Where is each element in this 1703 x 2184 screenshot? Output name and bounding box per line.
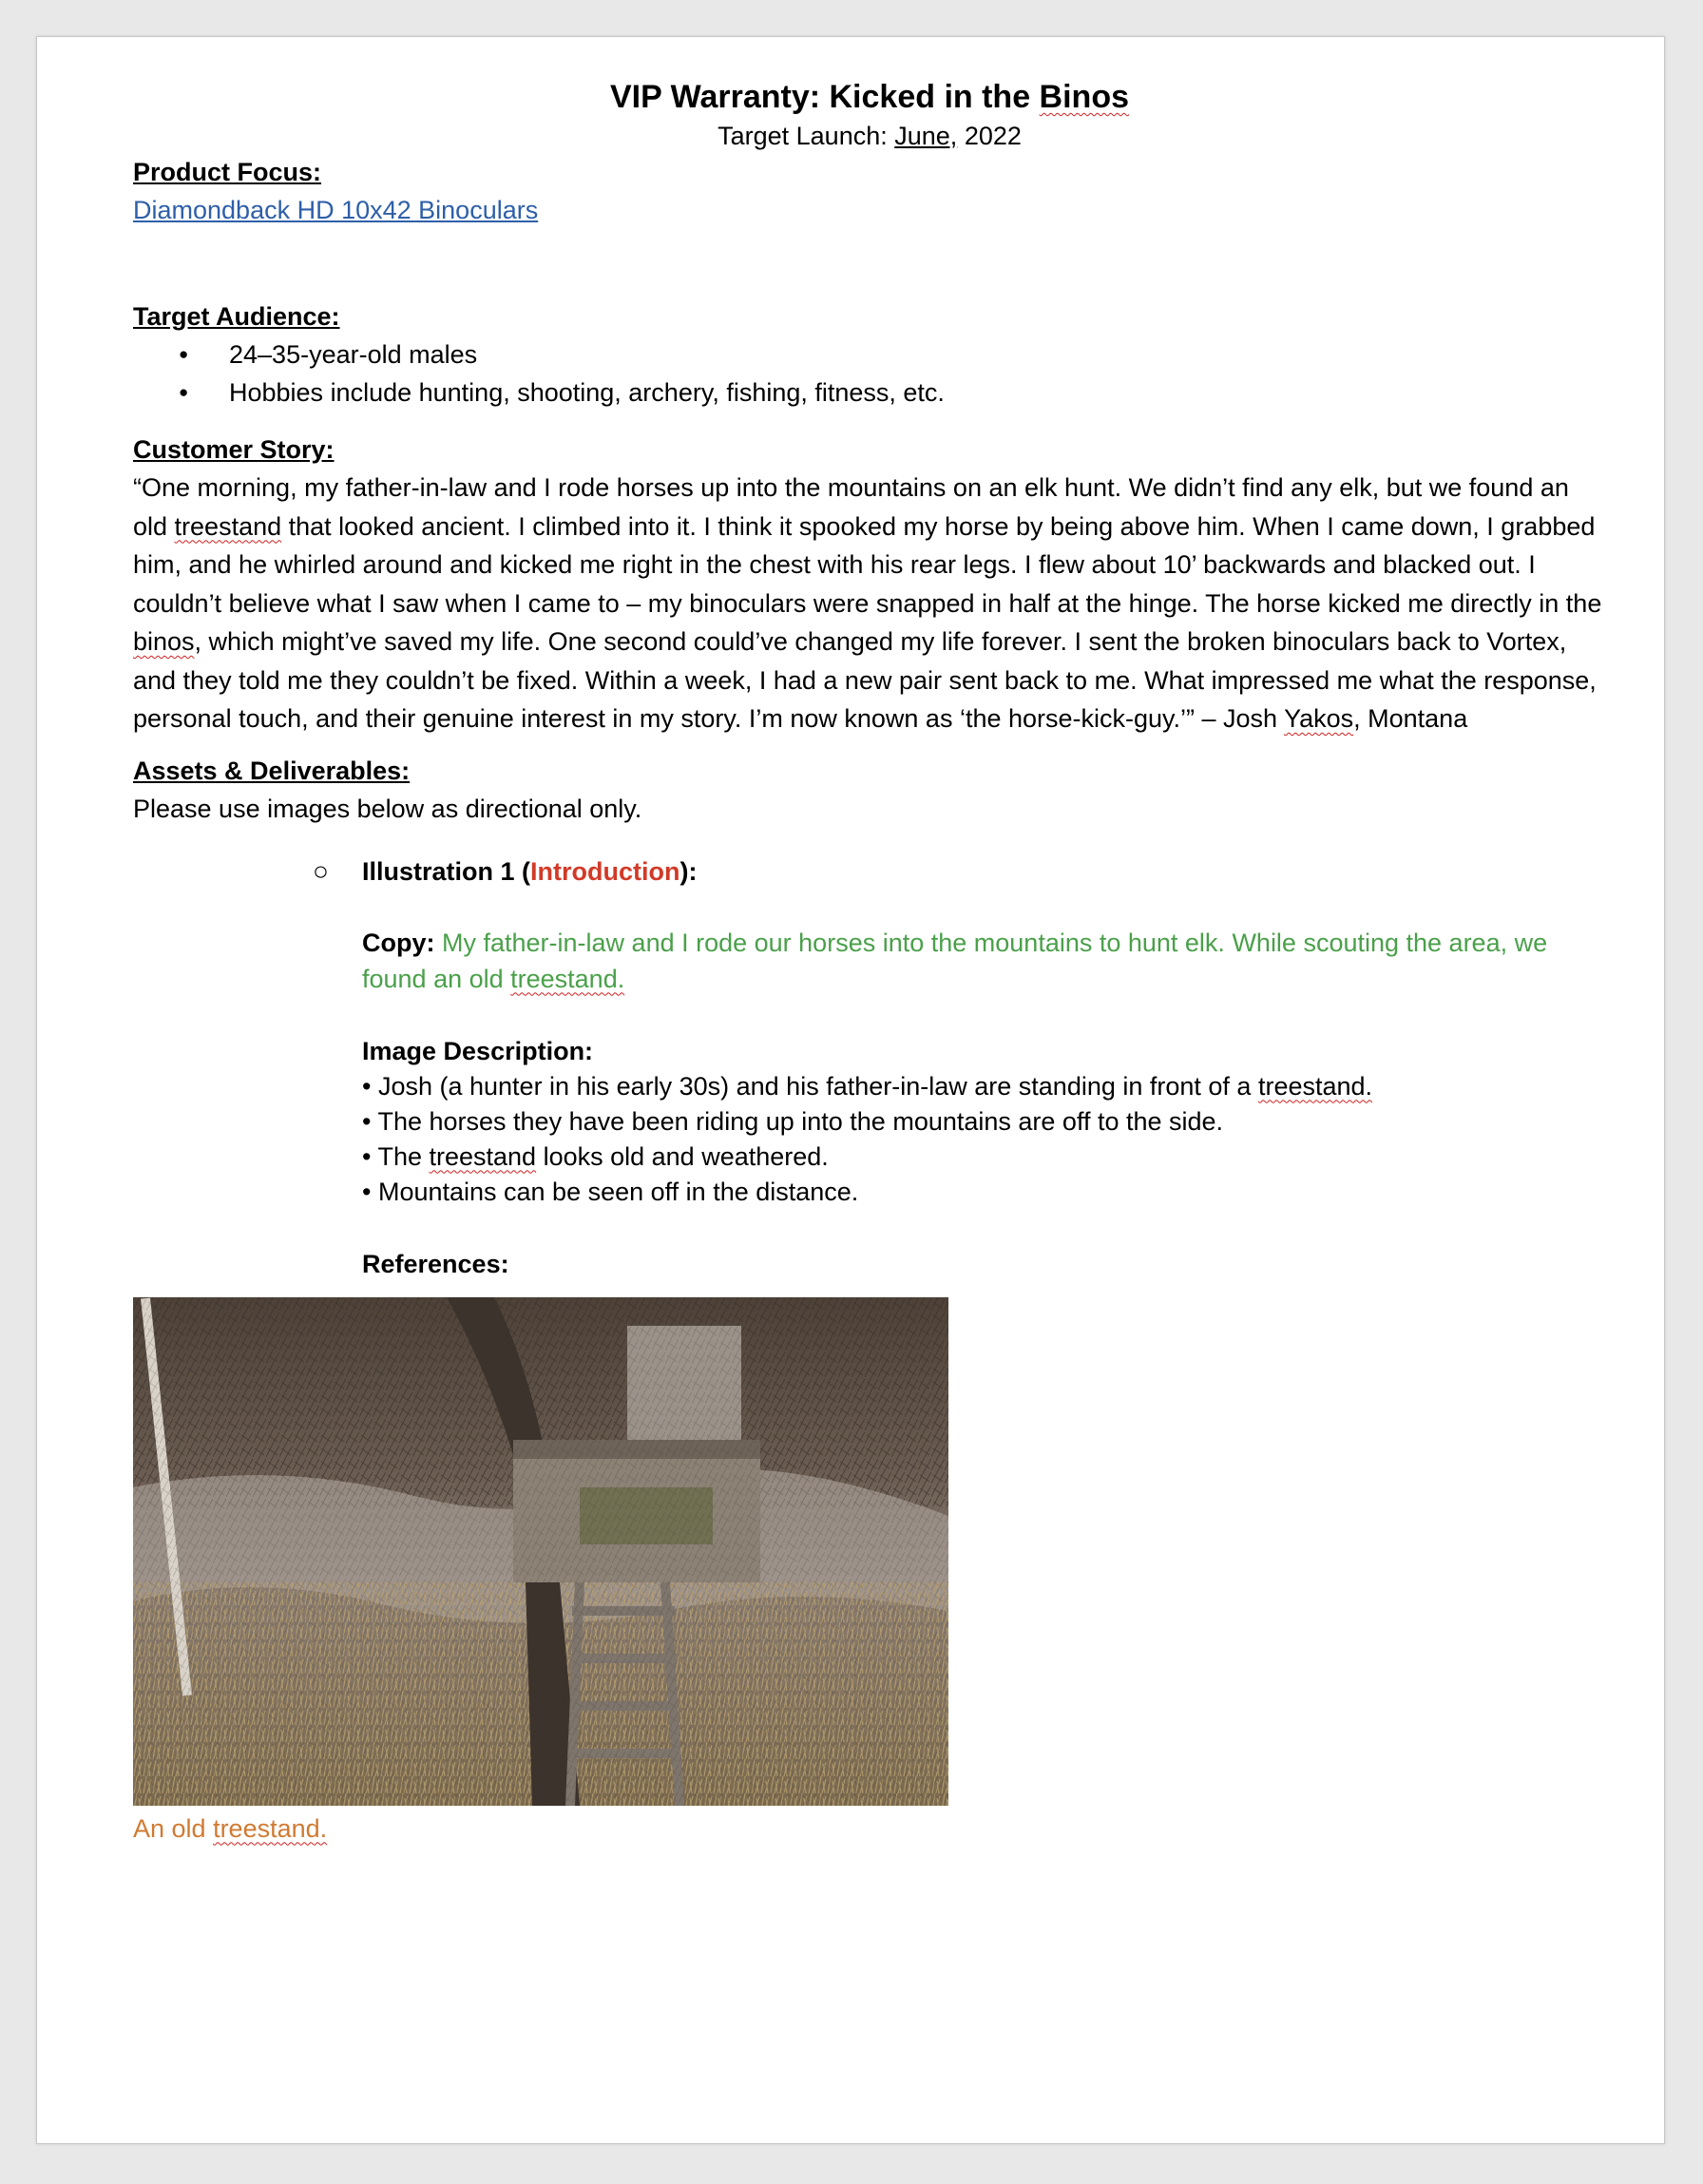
launch-year: 2022 (957, 122, 1022, 150)
list-item: ● 24–35-year-old males (133, 335, 1606, 374)
story-text: that looked ancient. I climbed into it. I think it spooked my horse by being above him. When I came down, I grabbed him, and he whirled around and kicked me right in the chest with his rear legs. I flew about 10’ backwards and blacked out. I couldn’t believe what I saw when I came to – my binoculars were snapped in half at the hinge. The horse kicked me directly in the (133, 511, 1602, 618)
product-focus-heading: Product Focus: (133, 158, 322, 186)
references-label: References: (362, 1249, 509, 1278)
illustration-block (313, 853, 1606, 1282)
story-text: , which might’ve saved my life. One second could’ve changed my life forever. I sent the broken binoculars back to Vortex, and they told me they couldn’t be fixed. Within a week, I had a new pair sent back to me. What impressed me what the response, personal touch, and their genuine interest in my story. I’m now known as ‘the horse-kick-guy.’” – Josh (133, 627, 1597, 733)
document-body (133, 75, 1606, 1848)
launch-month: June, (894, 122, 958, 150)
assets-heading: Assets & Deliverables: (133, 756, 411, 785)
document-page (36, 36, 1665, 2144)
story-word: treestand (174, 511, 282, 541)
story-text: , Montana (1353, 704, 1468, 733)
desc-text: • Josh (a hunter in his early 30s) and his father-in-law are standing in front of a (362, 1071, 1258, 1101)
desc-line: • The horses they have been riding up into the mountains are off to the side. (362, 1106, 1224, 1136)
desc-word: treestand (429, 1141, 537, 1171)
copy-label: Copy: (362, 928, 435, 957)
product-link[interactable]: Diamondback HD 10x42 Binoculars (133, 196, 539, 224)
launch-label: Target Launch: (718, 122, 895, 150)
assets-note: Please use images below as directional only. (133, 794, 642, 823)
desc-text: looks old and weathered. (536, 1141, 829, 1171)
story-word: binos (133, 627, 195, 656)
title-word-binos: Binos (1039, 79, 1129, 115)
audience-list (133, 335, 1606, 412)
copy-text: My father-in-law and I rode our horses into the mountains to hunt elk. While scouting the area, we found an old (362, 928, 1548, 993)
desc-text: • The (362, 1141, 430, 1171)
caption-text: An old (133, 1813, 214, 1843)
image-description-label: Image Description: (362, 1036, 594, 1065)
treestand-photo (133, 1297, 948, 1806)
list-item: ● Hobbies include hunting, shooting, archery, fishing, fitness, etc. (133, 374, 1606, 412)
photo-caption (133, 1810, 1606, 1848)
caption-word: treestand. (213, 1813, 328, 1843)
label-text: Illustration 1 ( (362, 856, 531, 886)
document-title (133, 75, 1606, 119)
label-red-text: Introduction (530, 856, 680, 886)
copy-word: treestand. (510, 964, 625, 993)
illustration-label (362, 853, 1606, 891)
story-text: “One morning, my father-in-law and I rode horses up into the mountains on an elk hunt. We didn’t find any elk, but we found an old (133, 473, 1569, 541)
copy-paragraph (362, 925, 1606, 997)
customer-story-text (133, 469, 1606, 738)
title-text: VIP Warranty: Kicked in the (609, 79, 1040, 115)
desc-line: • Mountains can be seen off in the distance. (362, 1177, 859, 1206)
desc-word: treestand. (1257, 1071, 1373, 1101)
label-text: ): (679, 856, 698, 886)
story-word: Yakos (1284, 704, 1354, 733)
desc-line (362, 1069, 1606, 1104)
target-launch (133, 119, 1606, 153)
hollow-circle-bullet-icon: ○ (313, 855, 329, 886)
desc-line (362, 1140, 1606, 1175)
customer-story-heading: Customer Story: (133, 435, 335, 464)
target-audience-heading: Target Audience: (133, 302, 340, 331)
